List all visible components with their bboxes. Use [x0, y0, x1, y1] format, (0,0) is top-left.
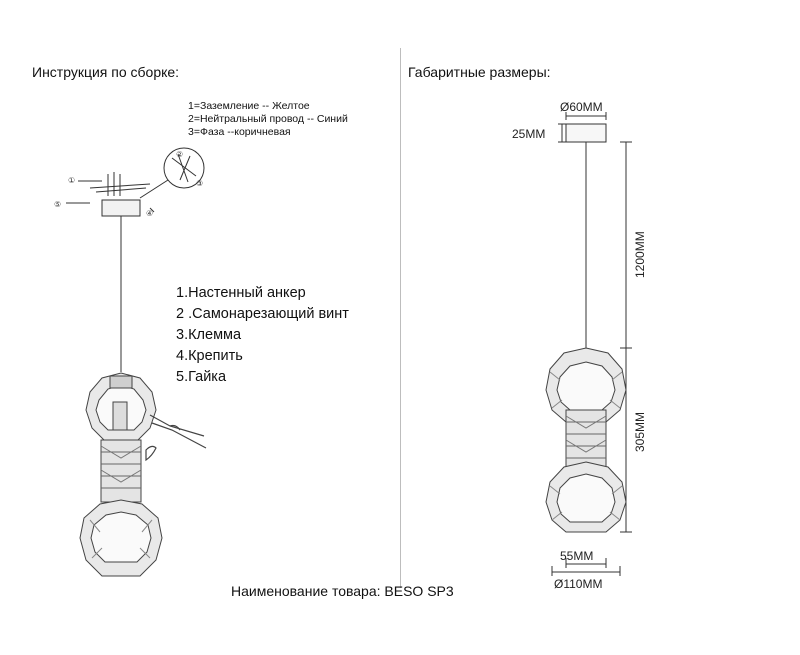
- wiring-ground: 1=Заземление -- Желтое: [188, 100, 310, 112]
- callout-1: ①: [68, 176, 76, 185]
- step-fasten: 4.Крепить: [176, 348, 243, 364]
- callout-3: ③: [196, 179, 204, 188]
- drawing-lamp-body: [546, 348, 626, 532]
- step-wall-anchor: 1.Настенный анкер: [176, 285, 306, 301]
- label-body-diameter: Ø110MM: [554, 577, 603, 591]
- dimension-drawing: [400, 0, 800, 600]
- label-neck-width: 55MM: [560, 549, 594, 563]
- step-nut: 5.Гайка: [176, 369, 227, 385]
- wiring-phase: 3=Фаза --коричневая: [188, 126, 291, 138]
- dimensions-title: Габаритные размеры:: [408, 64, 551, 80]
- lamp-body-illustration: [80, 373, 162, 576]
- label-canopy-height: 25MM: [512, 127, 546, 141]
- step-terminal: 3.Клемма: [176, 327, 242, 343]
- wiring-neutral: 2=Нейтральный провод -- Синий: [188, 113, 348, 125]
- pliers-illustration: [146, 415, 206, 460]
- callout-2: ②: [176, 150, 184, 159]
- assembly-title: Инструкция по сборке:: [32, 64, 180, 80]
- step-self-tapping-screw: 2 .Самонарезающий винт: [176, 306, 349, 322]
- label-cable-length: 1200MM: [633, 231, 647, 278]
- product-name: Наименование товара: BESO SP3: [231, 583, 454, 599]
- label-body-height: 305MM: [633, 411, 647, 452]
- assembly-illustration: [0, 0, 400, 600]
- callout-4: ④: [146, 209, 154, 218]
- ceiling-mount-illustration: [66, 148, 204, 225]
- canopy-outline: [566, 124, 606, 142]
- label-canopy-diameter: Ø60MM: [560, 100, 603, 114]
- callout-5: ⑤: [54, 200, 62, 209]
